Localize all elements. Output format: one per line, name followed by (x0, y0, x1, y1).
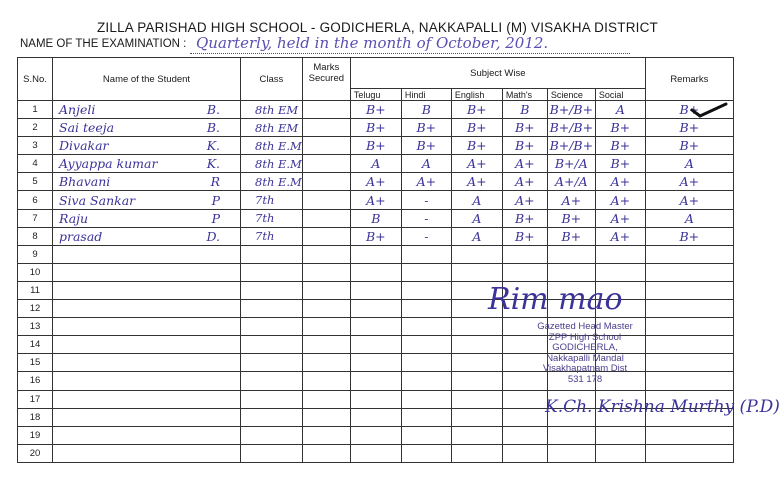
remarks: B+ (645, 137, 733, 155)
table-row (18, 444, 734, 462)
student-class (241, 336, 303, 354)
grade-hindi: - (401, 209, 451, 227)
grade-hindi (401, 318, 451, 336)
serial-number: 7 (18, 209, 53, 227)
student-name (53, 408, 241, 426)
remarks (645, 354, 733, 372)
school-stamp (520, 322, 650, 385)
grade-english: A+ (451, 155, 502, 173)
grade-social: A+ (595, 173, 645, 191)
grade-maths: A+ (502, 191, 547, 209)
grade-english (451, 245, 502, 263)
grade-english (451, 426, 502, 444)
grade-hindi (401, 281, 451, 299)
remarks: A+ (645, 191, 733, 209)
grade-telugu (350, 426, 401, 444)
tick-mark-icon (690, 100, 730, 120)
grade-maths: B+ (502, 119, 547, 137)
student-name (53, 336, 241, 354)
grade-maths: B+ (502, 137, 547, 155)
student-initial: P (211, 192, 220, 208)
marks-secured (302, 408, 350, 426)
serial-number: 5 (18, 173, 53, 191)
remarks (645, 245, 733, 263)
marks-secured (302, 209, 350, 227)
grade-maths (502, 426, 547, 444)
grade-social: A+ (595, 209, 645, 227)
remarks (645, 318, 733, 336)
grade-telugu: A (350, 155, 401, 173)
student-name (53, 390, 241, 408)
grade-social: A+ (595, 191, 645, 209)
grade-english (451, 390, 502, 408)
serial-number: 18 (18, 408, 53, 426)
student-class (241, 372, 303, 390)
marks-secured (302, 191, 350, 209)
header-marks: Marks Secured (302, 58, 350, 101)
student-class (241, 390, 303, 408)
student-class (241, 281, 303, 299)
remarks: A+ (645, 173, 733, 191)
grade-hindi (401, 300, 451, 318)
marks-secured (302, 281, 350, 299)
grade-english: B+ (451, 101, 502, 119)
student-initial: B. (206, 120, 220, 136)
grade-telugu (350, 336, 401, 354)
marks-secured (302, 372, 350, 390)
table-row (18, 137, 734, 155)
grade-hindi (401, 336, 451, 354)
student-name (53, 444, 241, 462)
serial-number: 20 (18, 444, 53, 462)
grade-science: B+ (547, 209, 595, 227)
grade-hindi: B (401, 101, 451, 119)
marks-secured (302, 390, 350, 408)
student-class: 7th (241, 191, 303, 209)
serial-number: 16 (18, 372, 53, 390)
grade-science: A+ (547, 191, 595, 209)
student-name (53, 372, 241, 390)
grade-science (547, 444, 595, 462)
header-name: Name of the Student (53, 58, 241, 101)
grade-telugu: B+ (350, 137, 401, 155)
subject-header: English (451, 89, 502, 101)
subject-header: Telugu (350, 89, 401, 101)
student-class: 7th (241, 209, 303, 227)
serial-number: 2 (18, 119, 53, 137)
student-initial: D. (206, 228, 220, 244)
student-class (241, 245, 303, 263)
grade-english: A (451, 209, 502, 227)
grade-science: B+/B+ (547, 137, 595, 155)
student-class: 8th E.M (241, 155, 303, 173)
remarks (645, 300, 733, 318)
grade-science: B+/B+ (547, 119, 595, 137)
grade-english: A (451, 191, 502, 209)
remarks (645, 444, 733, 462)
student-name (53, 354, 241, 372)
grade-social: B+ (595, 119, 645, 137)
serial-number: 10 (18, 263, 53, 281)
subject-header: Science (547, 89, 595, 101)
grade-social: B+ (595, 137, 645, 155)
student-first-name: Siva Sankar (59, 192, 136, 208)
grade-hindi (401, 263, 451, 281)
grade-telugu: B+ (350, 119, 401, 137)
grade-science (547, 263, 595, 281)
student-name (53, 426, 241, 444)
serial-number: 1 (18, 101, 53, 119)
table-row (18, 191, 734, 209)
remarks: A (645, 209, 733, 227)
school-title: ZILLA PARISHAD HIGH SCHOOL - GODICHERLA, NAKKAPALLI (M) VISAKHA DISTRICT (96, 20, 659, 35)
grade-hindi (401, 354, 451, 372)
grade-maths (502, 245, 547, 263)
grade-hindi (401, 426, 451, 444)
stamp-line: ZPP High School (548, 331, 622, 343)
student-name (53, 281, 241, 299)
student-name (53, 300, 241, 318)
grade-science (547, 426, 595, 444)
table-row (18, 173, 734, 191)
grade-telugu (350, 245, 401, 263)
student-class: 7th (241, 227, 303, 245)
serial-number: 3 (18, 137, 53, 155)
student-first-name: Ayyappa kumar (59, 156, 158, 172)
header-sno: S.No. (18, 58, 53, 101)
serial-number: 17 (18, 390, 53, 408)
subject-header: Hindi (401, 89, 451, 101)
grade-maths (502, 444, 547, 462)
grade-social (595, 245, 645, 263)
grade-english (451, 444, 502, 462)
student-class (241, 354, 303, 372)
grade-telugu (350, 300, 401, 318)
student-class (241, 426, 303, 444)
serial-number: 15 (18, 354, 53, 372)
serial-number: 12 (18, 300, 53, 318)
header-subject-wise: Subject Wise (350, 58, 645, 89)
student-class: 8th EM (241, 101, 303, 119)
marks-secured (302, 318, 350, 336)
marks-secured (302, 155, 350, 173)
marks-secured (302, 354, 350, 372)
grade-telugu (350, 390, 401, 408)
grade-maths: B (502, 101, 547, 119)
grade-maths (502, 390, 547, 408)
marks-secured (302, 245, 350, 263)
student-initial: B. (206, 102, 220, 118)
serial-number: 19 (18, 426, 53, 444)
remarks (645, 426, 733, 444)
grade-maths (502, 408, 547, 426)
grade-science: A+/A (547, 173, 595, 191)
remarks: B+ (645, 227, 733, 245)
stamp-line: Nakkapalli Mandal (546, 352, 624, 364)
student-class (241, 263, 303, 281)
grade-social (595, 444, 645, 462)
student-name (53, 137, 241, 155)
grade-social (595, 263, 645, 281)
student-name (53, 173, 241, 191)
grade-maths: A+ (502, 155, 547, 173)
grade-hindi: A (401, 155, 451, 173)
grade-social: B+ (595, 155, 645, 173)
stamp-line: Gazetted Head Master (537, 321, 633, 332)
serial-number: 8 (18, 227, 53, 245)
grade-maths: B+ (502, 227, 547, 245)
grade-telugu: B (350, 209, 401, 227)
student-class (241, 318, 303, 336)
marks-secured (302, 119, 350, 137)
grade-telugu (350, 354, 401, 372)
student-name (53, 263, 241, 281)
serial-number: 4 (18, 155, 53, 173)
grade-telugu: A+ (350, 191, 401, 209)
grade-english: B+ (451, 137, 502, 155)
student-first-name: Divakar (59, 138, 109, 154)
grade-telugu: B+ (350, 227, 401, 245)
grade-social: A (595, 101, 645, 119)
marks-secured (302, 426, 350, 444)
grade-maths: B+ (502, 209, 547, 227)
grade-english (451, 372, 502, 390)
subject-header: Math's (502, 89, 547, 101)
grade-telugu (350, 408, 401, 426)
grade-english: B+ (451, 119, 502, 137)
subject-header: Social (595, 89, 645, 101)
student-initial: K. (206, 156, 220, 172)
grade-science: B+ (547, 227, 595, 245)
remarks: A (645, 155, 733, 173)
student-class: 8th E.M (241, 173, 303, 191)
grade-hindi (401, 372, 451, 390)
student-class: 8th EM (241, 119, 303, 137)
student-class: 8th E.M (241, 137, 303, 155)
student-name (53, 155, 241, 173)
remarks (645, 336, 733, 354)
serial-number: 11 (18, 281, 53, 299)
remarks: B+ (645, 101, 733, 119)
grade-telugu (350, 318, 401, 336)
grade-english (451, 263, 502, 281)
header-remarks: Remarks (645, 58, 733, 101)
remarks: B+ (645, 119, 733, 137)
grade-hindi: - (401, 191, 451, 209)
grade-social (595, 426, 645, 444)
student-initial: R (210, 174, 220, 190)
table-row (18, 227, 734, 245)
grade-science (547, 245, 595, 263)
grade-telugu (350, 444, 401, 462)
stamp-line: 531 178 (567, 373, 603, 385)
student-name (53, 119, 241, 137)
table-row (18, 245, 734, 263)
exam-underline (190, 53, 630, 54)
serial-number: 9 (18, 245, 53, 263)
student-class (241, 300, 303, 318)
student-name (53, 318, 241, 336)
grade-maths (502, 263, 547, 281)
grade-english (451, 408, 502, 426)
head-master-signature: Rim mao (488, 282, 623, 317)
marks-secured (302, 137, 350, 155)
grade-hindi: B+ (401, 137, 451, 155)
exam-label: NAME OF THE EXAMINATION : (20, 38, 187, 50)
grade-telugu (350, 281, 401, 299)
serial-number: 13 (18, 318, 53, 336)
grade-english (451, 354, 502, 372)
student-first-name: prasad (59, 228, 103, 244)
student-name (53, 101, 241, 119)
grade-hindi (401, 408, 451, 426)
marks-secured (302, 444, 350, 462)
grade-english (451, 336, 502, 354)
marks-secured (302, 173, 350, 191)
serial-number: 6 (18, 191, 53, 209)
marks-secured (302, 263, 350, 281)
marks-secured (302, 101, 350, 119)
grade-science: B+/B+ (547, 101, 595, 119)
grade-english (451, 318, 502, 336)
grade-english: A+ (451, 173, 502, 191)
grade-hindi: B+ (401, 119, 451, 137)
grade-hindi (401, 444, 451, 462)
student-name (53, 191, 241, 209)
student-name (53, 209, 241, 227)
student-class (241, 408, 303, 426)
student-first-name: Bhavani (59, 174, 111, 190)
table-row (18, 300, 734, 318)
header-class: Class (241, 58, 303, 101)
grade-telugu (350, 372, 401, 390)
table-row (18, 281, 734, 299)
grade-hindi (401, 245, 451, 263)
student-name (53, 227, 241, 245)
remarks (645, 372, 733, 390)
grade-social: A+ (595, 227, 645, 245)
student-first-name: Anjeli (59, 102, 96, 118)
grade-english: A (451, 227, 502, 245)
marks-secured (302, 227, 350, 245)
grade-telugu: A+ (350, 173, 401, 191)
student-class (241, 444, 303, 462)
grade-telugu (350, 263, 401, 281)
table-row (18, 155, 734, 173)
table-row (18, 426, 734, 444)
marks-secured (302, 336, 350, 354)
table-row (18, 101, 734, 119)
student-initial: P (211, 210, 220, 226)
stamp-line: GODICHERLA, (552, 342, 618, 353)
grade-hindi: A+ (401, 173, 451, 191)
student-initial: K. (206, 138, 220, 154)
table-row (18, 263, 734, 281)
student-first-name: Raju (59, 210, 89, 226)
table-row (18, 119, 734, 137)
exam-value: Quarterly, held in the month of October, 2012. (196, 34, 549, 52)
grade-telugu: B+ (350, 101, 401, 119)
grade-science: B+/A (547, 155, 595, 173)
remarks (645, 263, 733, 281)
marks-secured (302, 300, 350, 318)
student-first-name: Sai teeja (59, 120, 115, 136)
serial-number: 14 (18, 336, 53, 354)
grade-maths: A+ (502, 173, 547, 191)
stamp-line: Visakhapatnam Dist (542, 363, 628, 374)
student-name (53, 245, 241, 263)
remarks (645, 281, 733, 299)
grade-hindi: - (401, 227, 451, 245)
second-signature: K.Ch. Krishna Murthy (P.D) (545, 397, 780, 417)
grade-hindi (401, 390, 451, 408)
table-row (18, 209, 734, 227)
